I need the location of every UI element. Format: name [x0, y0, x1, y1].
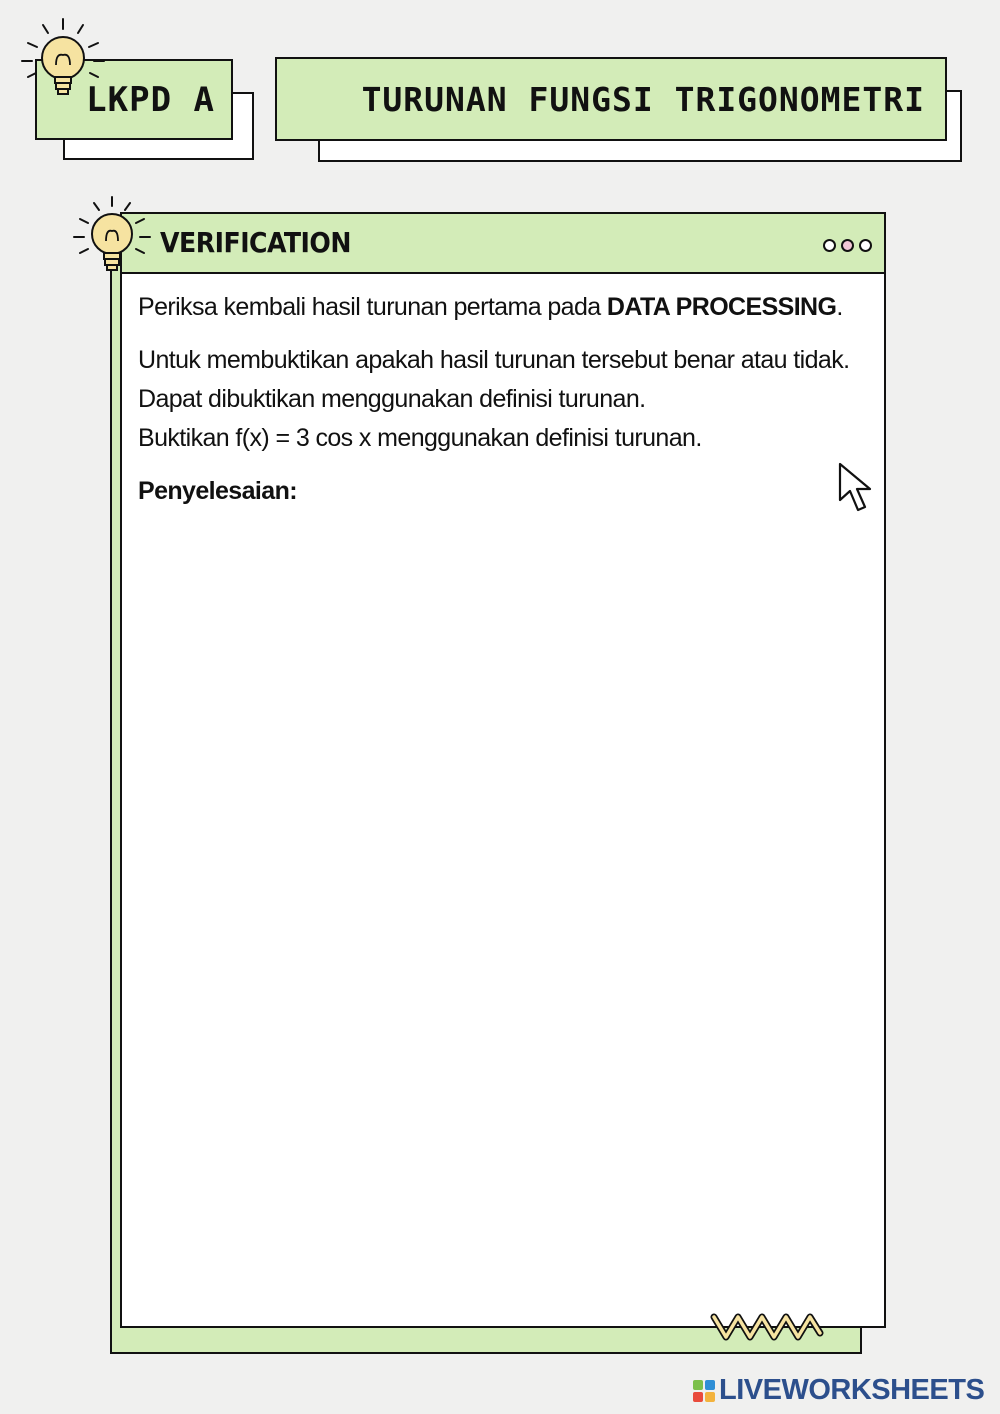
card-title: VERIFICATION — [160, 226, 351, 259]
liveworksheets-logo-icon — [692, 1379, 716, 1403]
window-dots-icon — [823, 239, 872, 252]
cursor-arrow-icon — [838, 462, 882, 514]
proof-text: Untuk membuktikan apakah hasil turunan tersebut benar atau tidak. Dapat dibuktikan menggunakan definisi turunan. — [138, 346, 850, 413]
instruction-bold: DATA PROCESSING — [606, 293, 837, 321]
instruction-end: . — [836, 293, 843, 321]
verification-card — [120, 212, 886, 1328]
solution-label — [138, 472, 874, 511]
lkpd-tag: LKPD A — [35, 59, 233, 140]
proof-task-text: Buktikan f(x) = 3 cos x menggunakan definisi turunan. — [138, 424, 702, 452]
card-body — [138, 288, 874, 525]
lightbulb-icon — [18, 15, 108, 105]
card-header — [122, 214, 884, 274]
solution-label-text: Penyelesaian: — [138, 477, 297, 505]
page-title: TURUNAN FUNGSI TRIGONOMETRI — [275, 57, 947, 141]
dot — [841, 239, 854, 252]
lightbulb-icon — [72, 193, 152, 279]
proof-paragraph — [138, 341, 874, 419]
dot — [859, 239, 872, 252]
instruction-text: Periksa kembali hasil turunan pertama pada — [138, 293, 607, 321]
liveworksheets-logo — [692, 1374, 984, 1407]
proof-task — [138, 419, 874, 458]
dot — [823, 239, 836, 252]
brand-name: LIVEWORKSHEETS — [719, 1374, 985, 1406]
instruction-paragraph — [138, 288, 874, 327]
zigzag-decoration — [710, 1311, 824, 1343]
